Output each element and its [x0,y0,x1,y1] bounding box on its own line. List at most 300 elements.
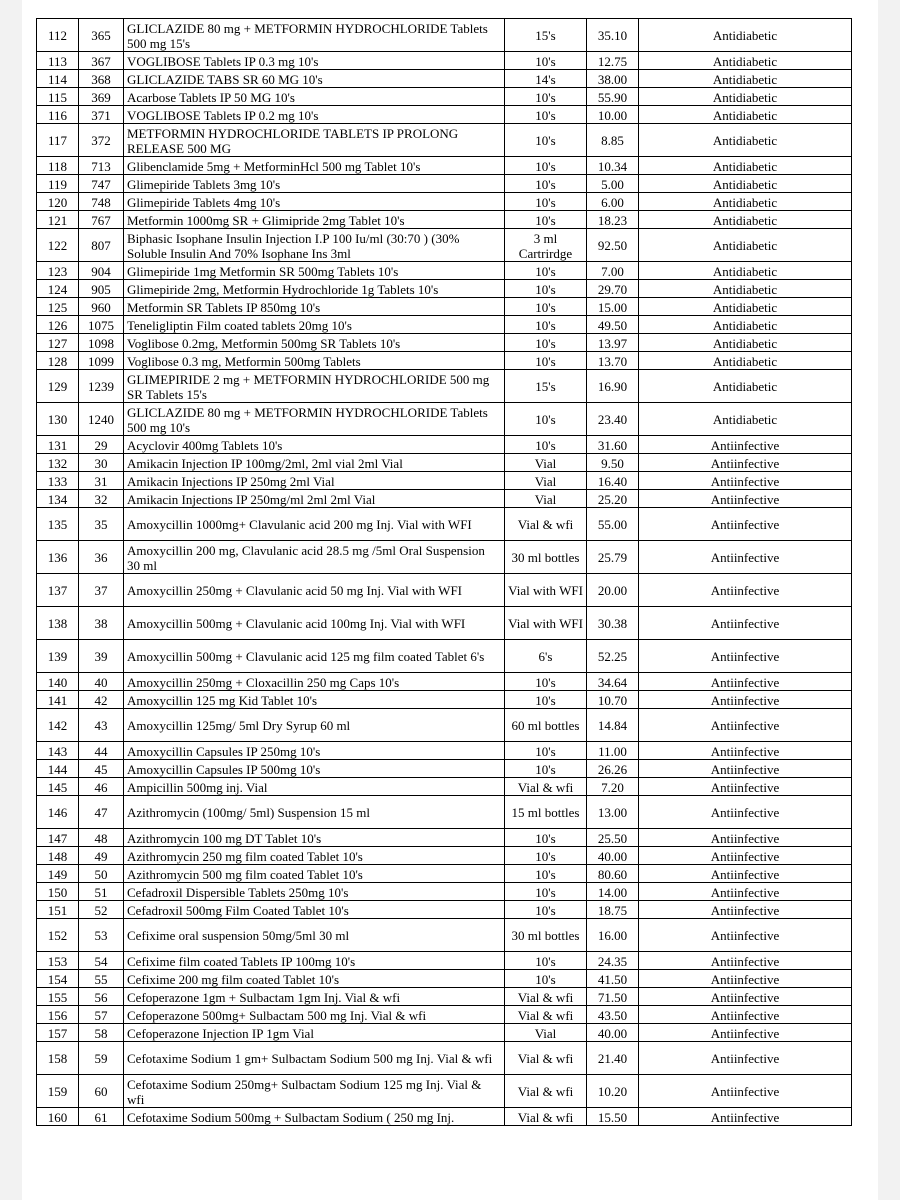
category-cell: Antiinfective [639,796,852,829]
category-cell: Antidiabetic [639,229,852,262]
drug-name-cell: Glimepiride 1mg Metformin SR 500mg Tablets 10's [124,262,505,280]
drug-name-cell: Acarbose Tablets IP 50 MG 10's [124,88,505,106]
drug-code-cell: 368 [79,70,124,88]
pack-size-cell: Vial & wfi [505,778,587,796]
table-row [37,403,852,436]
drug-code-cell: 367 [79,52,124,70]
price-cell: 7.00 [587,262,639,280]
drug-code-cell: 60 [79,1075,124,1108]
serial-number-cell: 117 [37,124,79,157]
table-row [37,760,852,778]
category-cell: Antiinfective [639,829,852,847]
serial-number-cell: 147 [37,829,79,847]
serial-number-cell: 112 [37,19,79,52]
drug-name-cell: VOGLIBOSE Tablets IP 0.2 mg 10's [124,106,505,124]
table-row [37,229,852,262]
serial-number-cell: 123 [37,262,79,280]
serial-number-cell: 145 [37,778,79,796]
price-cell: 13.70 [587,352,639,370]
table-row [37,490,852,508]
serial-number-cell: 135 [37,508,79,541]
category-cell: Antidiabetic [639,19,852,52]
serial-number-cell: 144 [37,760,79,778]
price-cell: 25.50 [587,829,639,847]
pack-size-cell: 15 ml bottles [505,796,587,829]
price-cell: 55.90 [587,88,639,106]
price-cell: 10.70 [587,691,639,709]
table-row [37,829,852,847]
category-cell: Antiinfective [639,988,852,1006]
pack-size-cell: 10's [505,193,587,211]
drug-name-cell: Amoxycillin Capsules IP 500mg 10's [124,760,505,778]
drug-code-cell: 39 [79,640,124,673]
category-cell: Antiinfective [639,640,852,673]
serial-number-cell: 140 [37,673,79,691]
table-row [37,19,852,52]
table-row [37,574,852,607]
category-cell: Antiinfective [639,508,852,541]
price-cell: 41.50 [587,970,639,988]
pack-size-cell: 10's [505,901,587,919]
category-cell: Antiinfective [639,1108,852,1126]
price-cell: 52.25 [587,640,639,673]
drug-code-cell: 57 [79,1006,124,1024]
price-cell: 80.60 [587,865,639,883]
pack-size-cell: Vial [505,1024,587,1042]
pack-size-cell: 10's [505,280,587,298]
price-cell: 43.50 [587,1006,639,1024]
drug-name-cell: GLICLAZIDE 80 mg + METFORMIN HYDROCHLORIDE Tablets 500 mg 10's [124,403,505,436]
serial-number-cell: 116 [37,106,79,124]
pack-size-cell: 10's [505,334,587,352]
table-row [37,883,852,901]
table-row [37,106,852,124]
table-row [37,640,852,673]
table-row [37,280,852,298]
pack-size-cell: 10's [505,211,587,229]
pack-size-cell: 10's [505,124,587,157]
price-cell: 6.00 [587,193,639,211]
serial-number-cell: 160 [37,1108,79,1126]
drug-code-cell: 54 [79,952,124,970]
pack-size-cell: 10's [505,865,587,883]
table-row [37,673,852,691]
drug-code-cell: 905 [79,280,124,298]
pack-size-cell: 10's [505,847,587,865]
pack-size-cell: Vial [505,490,587,508]
table-row [37,919,852,952]
drug-code-cell: 1098 [79,334,124,352]
table-row [37,1006,852,1024]
pack-size-cell: Vial with WFI [505,574,587,607]
serial-number-cell: 130 [37,403,79,436]
category-cell: Antiinfective [639,1006,852,1024]
category-cell: Antidiabetic [639,106,852,124]
category-cell: Antidiabetic [639,316,852,334]
table-row [37,1042,852,1075]
category-cell: Antiinfective [639,1024,852,1042]
drug-name-cell: Amoxycillin Capsules IP 250mg 10's [124,742,505,760]
serial-number-cell: 154 [37,970,79,988]
drug-code-cell: 52 [79,901,124,919]
pack-size-cell: 10's [505,691,587,709]
serial-number-cell: 146 [37,796,79,829]
price-cell: 35.10 [587,19,639,52]
drug-code-cell: 58 [79,1024,124,1042]
price-cell: 9.50 [587,454,639,472]
table-row [37,52,852,70]
drug-name-cell: VOGLIBOSE Tablets IP 0.3 mg 10's [124,52,505,70]
table-row [37,607,852,640]
drug-name-cell: Amoxycillin 1000mg+ Clavulanic acid 200 mg Inj. Vial with WFI [124,508,505,541]
drug-code-cell: 44 [79,742,124,760]
drug-name-cell: Metformin 1000mg SR + Glimipride 2mg Tablet 10's [124,211,505,229]
drug-name-cell: GLICLAZIDE TABS SR 60 MG 10's [124,70,505,88]
price-cell: 16.00 [587,919,639,952]
table-row [37,1108,852,1126]
serial-number-cell: 153 [37,952,79,970]
price-cell: 20.00 [587,574,639,607]
pack-size-cell: 10's [505,262,587,280]
category-cell: Antiinfective [639,847,852,865]
pack-size-cell: Vial with WFI [505,607,587,640]
drug-code-cell: 45 [79,760,124,778]
category-cell: Antiinfective [639,865,852,883]
table-row [37,454,852,472]
price-cell: 40.00 [587,847,639,865]
table-row [37,691,852,709]
category-cell: Antiinfective [639,778,852,796]
category-cell: Antiinfective [639,673,852,691]
price-cell: 30.38 [587,607,639,640]
serial-number-cell: 151 [37,901,79,919]
category-cell: Antiinfective [639,742,852,760]
pack-size-cell: 6's [505,640,587,673]
drug-code-cell: 49 [79,847,124,865]
serial-number-cell: 157 [37,1024,79,1042]
drug-name-cell: Amoxycillin 125 mg Kid Tablet 10's [124,691,505,709]
drug-name-cell: Acyclovir 400mg Tablets 10's [124,436,505,454]
serial-number-cell: 143 [37,742,79,760]
price-cell: 49.50 [587,316,639,334]
drug-code-cell: 904 [79,262,124,280]
category-cell: Antidiabetic [639,88,852,106]
drug-name-cell: Amoxycillin 250mg + Clavulanic acid 50 mg Inj. Vial with WFI [124,574,505,607]
table-row [37,298,852,316]
table-row [37,334,852,352]
pack-size-cell: 10's [505,742,587,760]
pack-size-cell: 15's [505,370,587,403]
drug-code-cell: 807 [79,229,124,262]
table-row [37,436,852,454]
serial-number-cell: 120 [37,193,79,211]
price-cell: 14.84 [587,709,639,742]
drug-code-cell: 371 [79,106,124,124]
drug-code-cell: 372 [79,124,124,157]
serial-number-cell: 159 [37,1075,79,1108]
serial-number-cell: 115 [37,88,79,106]
drug-code-cell: 767 [79,211,124,229]
drug-name-cell: Amoxycillin 200 mg, Clavulanic acid 28.5 mg /5ml Oral Suspension 30 ml [124,541,505,574]
drug-code-cell: 50 [79,865,124,883]
price-cell: 29.70 [587,280,639,298]
price-cell: 8.85 [587,124,639,157]
price-cell: 14.00 [587,883,639,901]
price-cell: 23.40 [587,403,639,436]
table-row [37,124,852,157]
drug-code-cell: 59 [79,1042,124,1075]
drug-code-cell: 61 [79,1108,124,1126]
pack-size-cell: Vial & wfi [505,1006,587,1024]
price-cell: 25.20 [587,490,639,508]
category-cell: Antidiabetic [639,370,852,403]
serial-number-cell: 125 [37,298,79,316]
category-cell: Antiinfective [639,691,852,709]
pack-size-cell: 10's [505,316,587,334]
serial-number-cell: 133 [37,472,79,490]
pack-size-cell: Vial & wfi [505,988,587,1006]
drug-code-cell: 43 [79,709,124,742]
table-row [37,316,852,334]
price-cell: 5.00 [587,175,639,193]
pack-size-cell: Vial & wfi [505,508,587,541]
pack-size-cell: 10's [505,157,587,175]
price-cell: 7.20 [587,778,639,796]
price-cell: 13.97 [587,334,639,352]
serial-number-cell: 139 [37,640,79,673]
drug-name-cell: Glibenclamide 5mg + MetforminHcl 500 mg Tablet 10's [124,157,505,175]
pack-size-cell: 10's [505,88,587,106]
serial-number-cell: 136 [37,541,79,574]
category-cell: Antidiabetic [639,157,852,175]
pack-size-cell: 10's [505,970,587,988]
drug-name-cell: Ampicillin 500mg inj. Vial [124,778,505,796]
drug-code-cell: 365 [79,19,124,52]
category-cell: Antiinfective [639,970,852,988]
drug-name-cell: Teneligliptin Film coated tablets 20mg 10's [124,316,505,334]
table-row [37,742,852,760]
pack-size-cell: 10's [505,436,587,454]
drug-name-cell: Amikacin Injections IP 250mg/ml 2ml 2ml Vial [124,490,505,508]
drug-code-cell: 1075 [79,316,124,334]
table-row [37,472,852,490]
pack-size-cell: Vial & wfi [505,1075,587,1108]
drug-name-cell: Azithromycin 250 mg film coated Tablet 10's [124,847,505,865]
drug-code-cell: 32 [79,490,124,508]
price-cell: 21.40 [587,1042,639,1075]
pack-size-cell: 60 ml bottles [505,709,587,742]
price-cell: 38.00 [587,70,639,88]
serial-number-cell: 121 [37,211,79,229]
price-cell: 25.79 [587,541,639,574]
category-cell: Antiinfective [639,760,852,778]
category-cell: Antidiabetic [639,175,852,193]
drug-name-cell: Cefadroxil 500mg Film Coated Tablet 10's [124,901,505,919]
pack-size-cell: 30 ml bottles [505,541,587,574]
serial-number-cell: 149 [37,865,79,883]
drug-name-cell: GLIMEPIRIDE 2 mg + METFORMIN HYDROCHLORIDE 500 mg SR Tablets 15's [124,370,505,403]
serial-number-cell: 131 [37,436,79,454]
drug-code-cell: 56 [79,988,124,1006]
table-row [37,865,852,883]
drug-name-cell: Cefotaxime Sodium 500mg + Sulbactam Sodium ( 250 mg Inj. [124,1108,505,1126]
table-row [37,175,852,193]
category-cell: Antidiabetic [639,193,852,211]
drug-name-cell: Voglibose 0.2mg, Metformin 500mg SR Tablets 10's [124,334,505,352]
serial-number-cell: 142 [37,709,79,742]
table-row [37,901,852,919]
category-cell: Antiinfective [639,883,852,901]
drug-code-cell: 30 [79,454,124,472]
category-cell: Antiinfective [639,901,852,919]
price-cell: 10.34 [587,157,639,175]
category-cell: Antiinfective [639,919,852,952]
serial-number-cell: 156 [37,1006,79,1024]
drug-name-cell: Cefadroxil Dispersible Tablets 250mg 10's [124,883,505,901]
drug-code-cell: 55 [79,970,124,988]
price-cell: 13.00 [587,796,639,829]
price-cell: 15.00 [587,298,639,316]
category-cell: Antidiabetic [639,52,852,70]
pack-size-cell: 10's [505,175,587,193]
price-cell: 10.20 [587,1075,639,1108]
pack-size-cell: 10's [505,298,587,316]
table-row [37,796,852,829]
category-cell: Antiinfective [639,1075,852,1108]
drug-code-cell: 53 [79,919,124,952]
drug-name-cell: Cefotaxime Sodium 250mg+ Sulbactam Sodium 125 mg Inj. Vial & wfi [124,1075,505,1108]
drug-code-cell: 35 [79,508,124,541]
drug-code-cell: 47 [79,796,124,829]
pack-size-cell: 30 ml bottles [505,919,587,952]
serial-number-cell: 138 [37,607,79,640]
drug-name-cell: Cefoperazone 500mg+ Sulbactam 500 mg Inj. Vial & wfi [124,1006,505,1024]
drug-code-cell: 40 [79,673,124,691]
drug-name-cell: Azithromycin (100mg/ 5ml) Suspension 15 ml [124,796,505,829]
serial-number-cell: 148 [37,847,79,865]
price-cell: 55.00 [587,508,639,541]
category-cell: Antiinfective [639,454,852,472]
serial-number-cell: 132 [37,454,79,472]
drug-code-cell: 31 [79,472,124,490]
pack-size-cell: 10's [505,106,587,124]
category-cell: Antidiabetic [639,262,852,280]
pack-size-cell: 10's [505,52,587,70]
category-cell: Antiinfective [639,472,852,490]
table-row [37,952,852,970]
table-row [37,157,852,175]
table-row [37,70,852,88]
serial-number-cell: 152 [37,919,79,952]
drug-name-cell: Glimepiride Tablets 4mg 10's [124,193,505,211]
category-cell: Antidiabetic [639,352,852,370]
pack-size-cell: 15's [505,19,587,52]
drug-name-cell: Amoxycillin 500mg + Clavulanic acid 100mg Inj. Vial with WFI [124,607,505,640]
drug-name-cell: GLICLAZIDE 80 mg + METFORMIN HYDROCHLORIDE Tablets 500 mg 15's [124,19,505,52]
drug-name-cell: Cefixime 200 mg film coated Tablet 10's [124,970,505,988]
category-cell: Antiinfective [639,436,852,454]
category-cell: Antidiabetic [639,298,852,316]
pack-size-cell: Vial [505,454,587,472]
drug-code-cell: 1099 [79,352,124,370]
table-body [37,19,852,1126]
table-row [37,370,852,403]
category-cell: Antiinfective [639,541,852,574]
table-row [37,709,852,742]
drug-name-cell: Cefotaxime Sodium 1 gm+ Sulbactam Sodium 500 mg Inj. Vial & wfi [124,1042,505,1075]
category-cell: Antidiabetic [639,403,852,436]
drug-name-cell: Azithromycin 500 mg film coated Tablet 10's [124,865,505,883]
pack-size-cell: 10's [505,352,587,370]
pack-size-cell: Vial [505,472,587,490]
table-row [37,88,852,106]
drug-code-cell: 42 [79,691,124,709]
category-cell: Antiinfective [639,574,852,607]
drug-name-cell: Glimepiride Tablets 3mg 10's [124,175,505,193]
category-cell: Antidiabetic [639,70,852,88]
pack-size-cell: Vial & wfi [505,1042,587,1075]
pack-size-cell: 10's [505,673,587,691]
serial-number-cell: 137 [37,574,79,607]
pack-size-cell: 14's [505,70,587,88]
drug-code-cell: 46 [79,778,124,796]
drug-code-cell: 748 [79,193,124,211]
price-cell: 10.00 [587,106,639,124]
table-row [37,211,852,229]
drug-code-cell: 960 [79,298,124,316]
price-cell: 12.75 [587,52,639,70]
price-cell: 34.64 [587,673,639,691]
price-cell: 40.00 [587,1024,639,1042]
drug-name-cell: Cefixime oral suspension 50mg/5ml 30 ml [124,919,505,952]
category-cell: Antidiabetic [639,280,852,298]
drug-name-cell: Amoxycillin 250mg + Cloxacillin 250 mg Caps 10's [124,673,505,691]
drug-name-cell: Cefoperazone Injection IP 1gm Vial [124,1024,505,1042]
table-row [37,262,852,280]
category-cell: Antiinfective [639,952,852,970]
price-cell: 11.00 [587,742,639,760]
drug-code-cell: 1239 [79,370,124,403]
drug-name-cell: Amoxycillin 500mg + Clavulanic acid 125 mg film coated Tablet 6's [124,640,505,673]
serial-number-cell: 129 [37,370,79,403]
category-cell: Antidiabetic [639,334,852,352]
drug-code-cell: 1240 [79,403,124,436]
drug-code-cell: 38 [79,607,124,640]
pack-size-cell: 3 ml Cartrirdge [505,229,587,262]
serial-number-cell: 118 [37,157,79,175]
serial-number-cell: 124 [37,280,79,298]
table-row [37,541,852,574]
drug-name-cell: Metformin SR Tablets IP 850mg 10's [124,298,505,316]
drug-code-cell: 51 [79,883,124,901]
pack-size-cell: 10's [505,760,587,778]
serial-number-cell: 113 [37,52,79,70]
table-row [37,778,852,796]
category-cell: Antidiabetic [639,124,852,157]
category-cell: Antiinfective [639,607,852,640]
pack-size-cell: Vial & wfi [505,1108,587,1126]
category-cell: Antidiabetic [639,211,852,229]
drug-code-cell: 369 [79,88,124,106]
price-cell: 16.90 [587,370,639,403]
drug-code-cell: 747 [79,175,124,193]
category-cell: Antiinfective [639,1042,852,1075]
price-cell: 18.23 [587,211,639,229]
serial-number-cell: 114 [37,70,79,88]
drug-name-cell: Amoxycillin 125mg/ 5ml Dry Syrup 60 ml [124,709,505,742]
price-cell: 15.50 [587,1108,639,1126]
document-page [22,0,878,1200]
